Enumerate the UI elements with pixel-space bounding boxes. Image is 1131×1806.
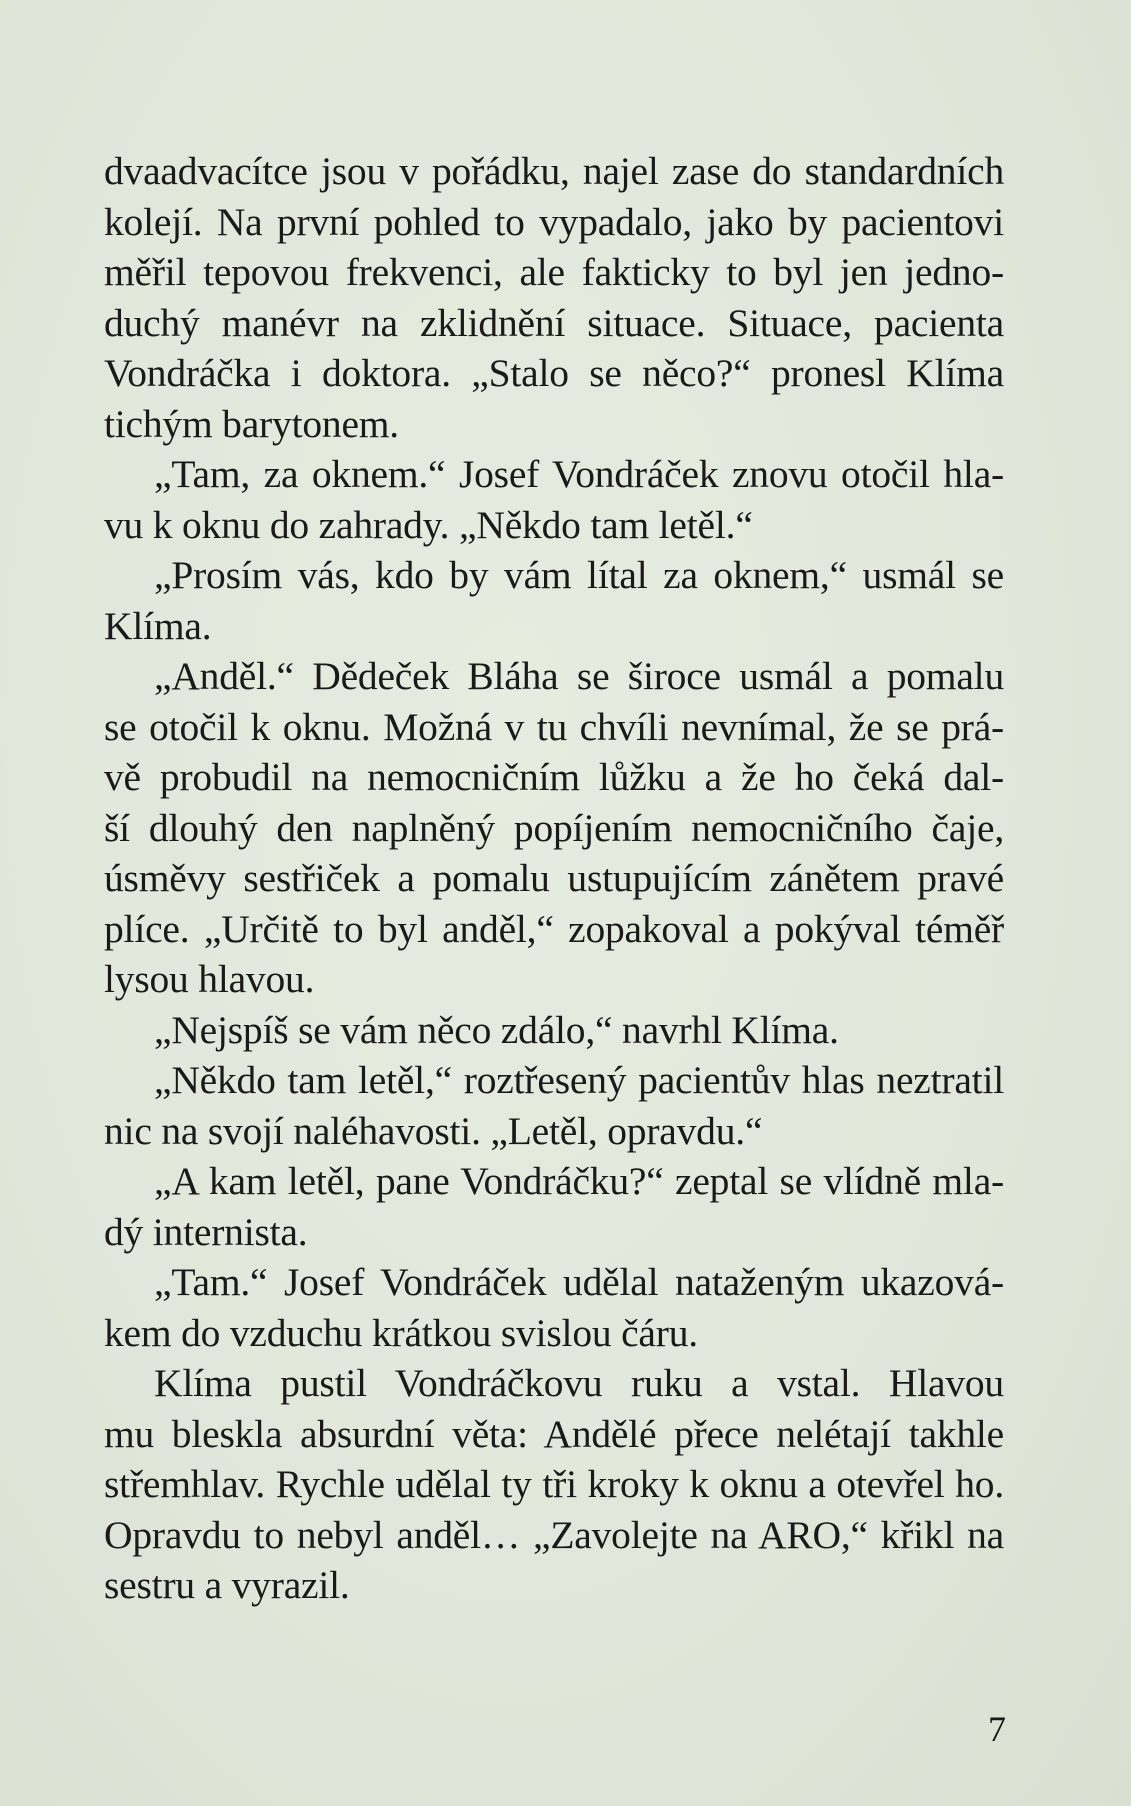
text-line: střemhlav. Rychle udělal ty tři kroky k oknu a otevřel ho.	[104, 1462, 1004, 1506]
paragraph	[104, 1156, 1004, 1257]
text-line: úsměvy sestřiček a pomalu ustupujícím zánětem pravé	[104, 856, 1004, 900]
text-line: „Nejspíš se vám něco zdálo,“ navrhl Klíma.	[154, 1007, 839, 1052]
paragraph	[104, 1257, 1004, 1358]
paragraph	[104, 449, 1004, 550]
text-line: „Prosím vás, kdo by vám lítal za oknem,“ usmál se	[154, 553, 1004, 597]
text-line: Vondráčka i doktora. „Stalo se něco?“ pronesl Klíma	[104, 351, 1004, 395]
text-line: nic na svojí naléhavosti. „Letěl, opravdu.“	[104, 1108, 763, 1153]
text-line: Klíma.	[104, 603, 212, 648]
paragraph	[104, 146, 1004, 449]
text-line: „Anděl.“ Dědeček Bláha se široce usmál a pomalu	[154, 654, 1004, 698]
text-line: Klíma pustil Vondráčkovu ruku a vstal. Hlavou	[154, 1361, 1004, 1405]
paragraph	[104, 651, 1004, 1005]
page-number: 7	[988, 1709, 1006, 1749]
text-line: dvaadvacítce jsou v pořádku, najel zase do standardních	[104, 149, 1004, 193]
text-line: se otočil k oknu. Možná v tu chvíli nevnímal, že se prá-	[104, 704, 1004, 749]
paragraph	[104, 1358, 1004, 1611]
text-line: „Někdo tam letěl,“ roztřesený pacientův hlas neztratil	[154, 1058, 1004, 1102]
text-line: Opravdu to nebyl anděl… „Zavolejte na ARO,“ křikl na	[104, 1512, 1004, 1557]
text-line: kolejí. Na první pohled to vypadalo, jako by pacientovi	[104, 199, 1004, 244]
body-text	[104, 146, 1004, 1611]
text-line: lysou hlavou.	[104, 957, 315, 1001]
text-line: tichým barytonem.	[104, 401, 399, 446]
text-line: sestru a vyrazil.	[104, 1563, 350, 1607]
paragraph	[104, 1055, 1004, 1156]
text-line: mu bleskla absurdní věta: Andělé přece nelétají takhle	[104, 1411, 1004, 1456]
text-line: plíce. „Určitě to byl anděl,“ zopakoval a pokýval téměř	[104, 906, 1004, 951]
paragraph	[104, 1005, 1004, 1056]
text-line: vu k oknu do zahrady. „Někdo tam letěl.“	[104, 502, 753, 547]
text-line: ší dlouhý den naplněný popíjením nemocničního čaje,	[104, 805, 1004, 850]
text-line: vě probudil na nemocničním lůžku a že ho čeká dal-	[104, 755, 1004, 799]
paragraph	[104, 550, 1004, 651]
text-line: „A kam letěl, pane Vondráčku?“ zeptal se vlídně mla-	[154, 1159, 1004, 1203]
text-line: dý internista.	[104, 1209, 308, 1254]
text-line: měřil tepovou frekvenci, ale fakticky to byl jen jedno-	[104, 250, 1004, 294]
text-line: kem do vzduchu krátkou svislou čáru.	[104, 1310, 698, 1355]
text-line: „Tam.“ Josef Vondráček udělal nataženým ukazová-	[154, 1260, 1004, 1304]
text-line: duchý manévr na zklidnění situace. Situace, pacienta	[104, 300, 1004, 345]
text-line: „Tam, za oknem.“ Josef Vondráček znovu otočil hla-	[154, 452, 1004, 496]
